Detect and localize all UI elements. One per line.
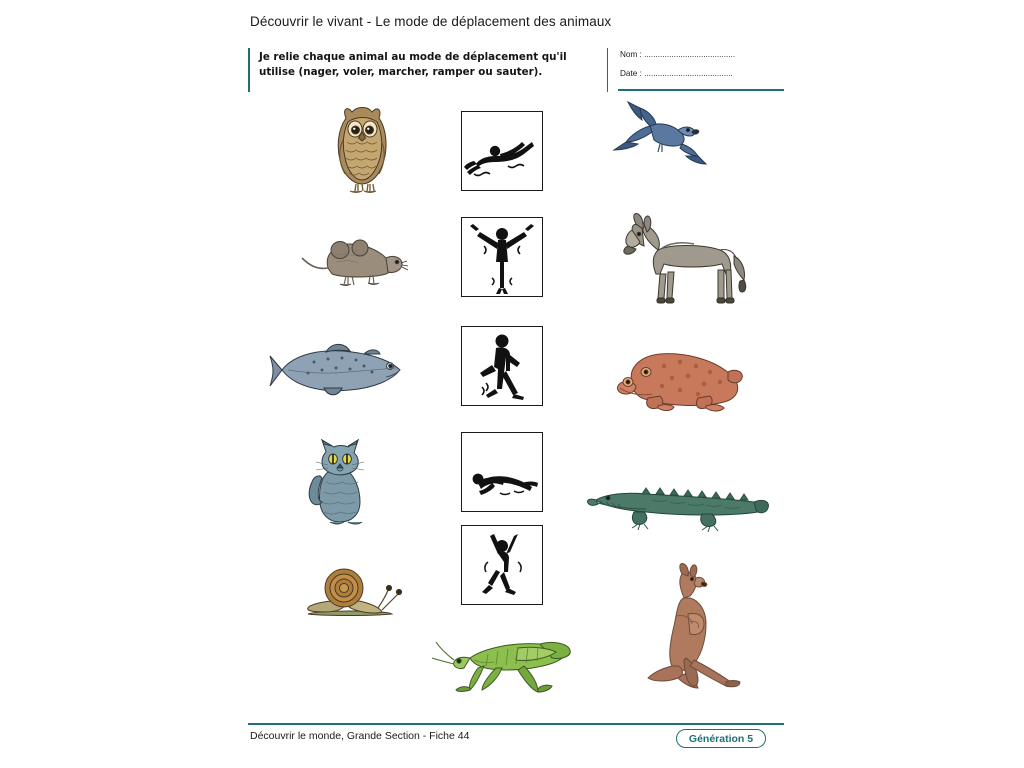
animal-donkey (610, 212, 760, 312)
pictogram-swimming[interactable] (461, 111, 543, 191)
animal-mouse (298, 228, 413, 288)
pictogram-walking[interactable] (461, 326, 543, 406)
animal-kangaroo (640, 562, 750, 694)
animal-crocodile (582, 472, 772, 532)
instruction-text: Je relie chaque animal au mode de déplacement qu'il utilise (nager, voler, marcher, ramper ou sauter). (259, 51, 567, 78)
publisher-badge: Génération 5 (676, 729, 766, 748)
animal-toad (602, 338, 752, 414)
date-field[interactable]: Date : ....................................... (620, 69, 733, 78)
instruction-block (248, 48, 608, 92)
page-title: Découvrir le vivant - Le mode de déplacement des animaux (250, 14, 612, 29)
animal-owl (312, 100, 412, 195)
animal-parakeet (598, 100, 708, 172)
pictogram-flying[interactable] (461, 217, 543, 297)
animal-cat (292, 438, 387, 530)
identity-underline (618, 89, 784, 91)
name-field[interactable]: Nom : ........................................ (620, 50, 736, 59)
pictogram-crawling[interactable] (461, 432, 543, 512)
student-identity-block[interactable] (618, 45, 784, 91)
footer-reference: Découvrir le monde, Grande Section - Fiche 44 (250, 730, 470, 742)
pictogram-jumping[interactable] (461, 525, 543, 605)
footer-divider (248, 723, 784, 725)
animal-grasshopper (428, 614, 578, 694)
animal-fish (268, 340, 413, 402)
animal-snail (300, 566, 405, 622)
